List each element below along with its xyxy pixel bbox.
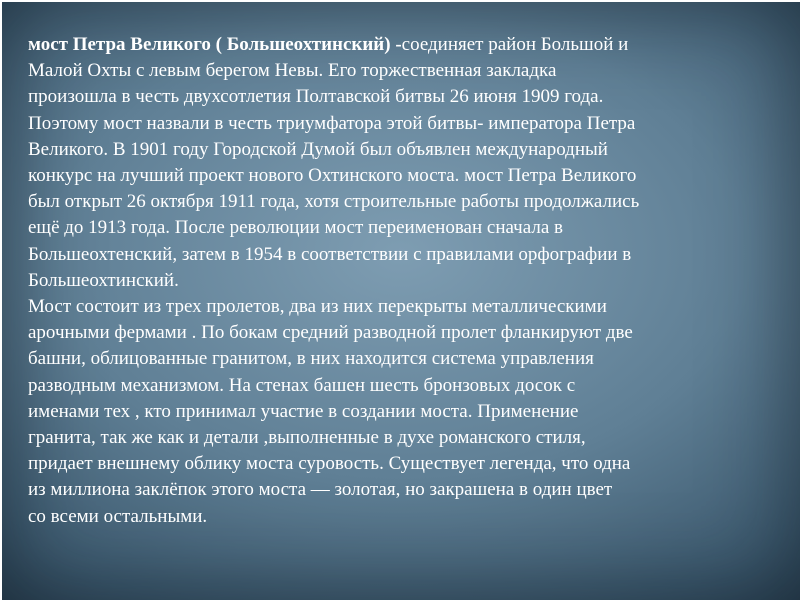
paragraph-2: Мост состоит из трех пролетов, два из них перекрыты металлическими арочными фермами . По бокам средний разводной пролет фланкируют две башни, облицованные гранитом, в них находится система управления разводным механизмом. На стенах башен шесть бронзовых досок с именами тех , кто принимал участие в создании моста. Применение гранита, так же как и детали ,выполненные в духе романского стиля, придает внешнему облику моста суровость. Существует легенда, что одна из миллиона заклёпок этого моста — золотая, но закрашена в один цвет со всеми остальными. bbox=[28, 296, 633, 527]
slide-body-text bbox=[28, 32, 780, 530]
paragraph-1 bbox=[28, 32, 780, 294]
bridge-title: мост Петра Великого ( Большеохтинский) - bbox=[28, 34, 402, 55]
paragraph-1-text: соединяет район Большой и Малой Охты с левым берегом Невы. Его торжественная закладка произошла в честь двухсотлетия Полтавской битвы 26 июня 1909 года. Поэтому мост назвали в честь триумфатора этой битвы- императора Петра Великого. В 1901 году Городской Думой был объявлен международный конкурс на лучший проект нового Охтинского моста. мост Петра Великого был открыт 26 октября 1911 года, хотя строительные работы продолжались ещё до 1913 года. После революции мост переименован сначала в Большеохтенский, затем в 1954 в соответствии с правилами орфографии в Большеохтинский. bbox=[28, 34, 640, 291]
